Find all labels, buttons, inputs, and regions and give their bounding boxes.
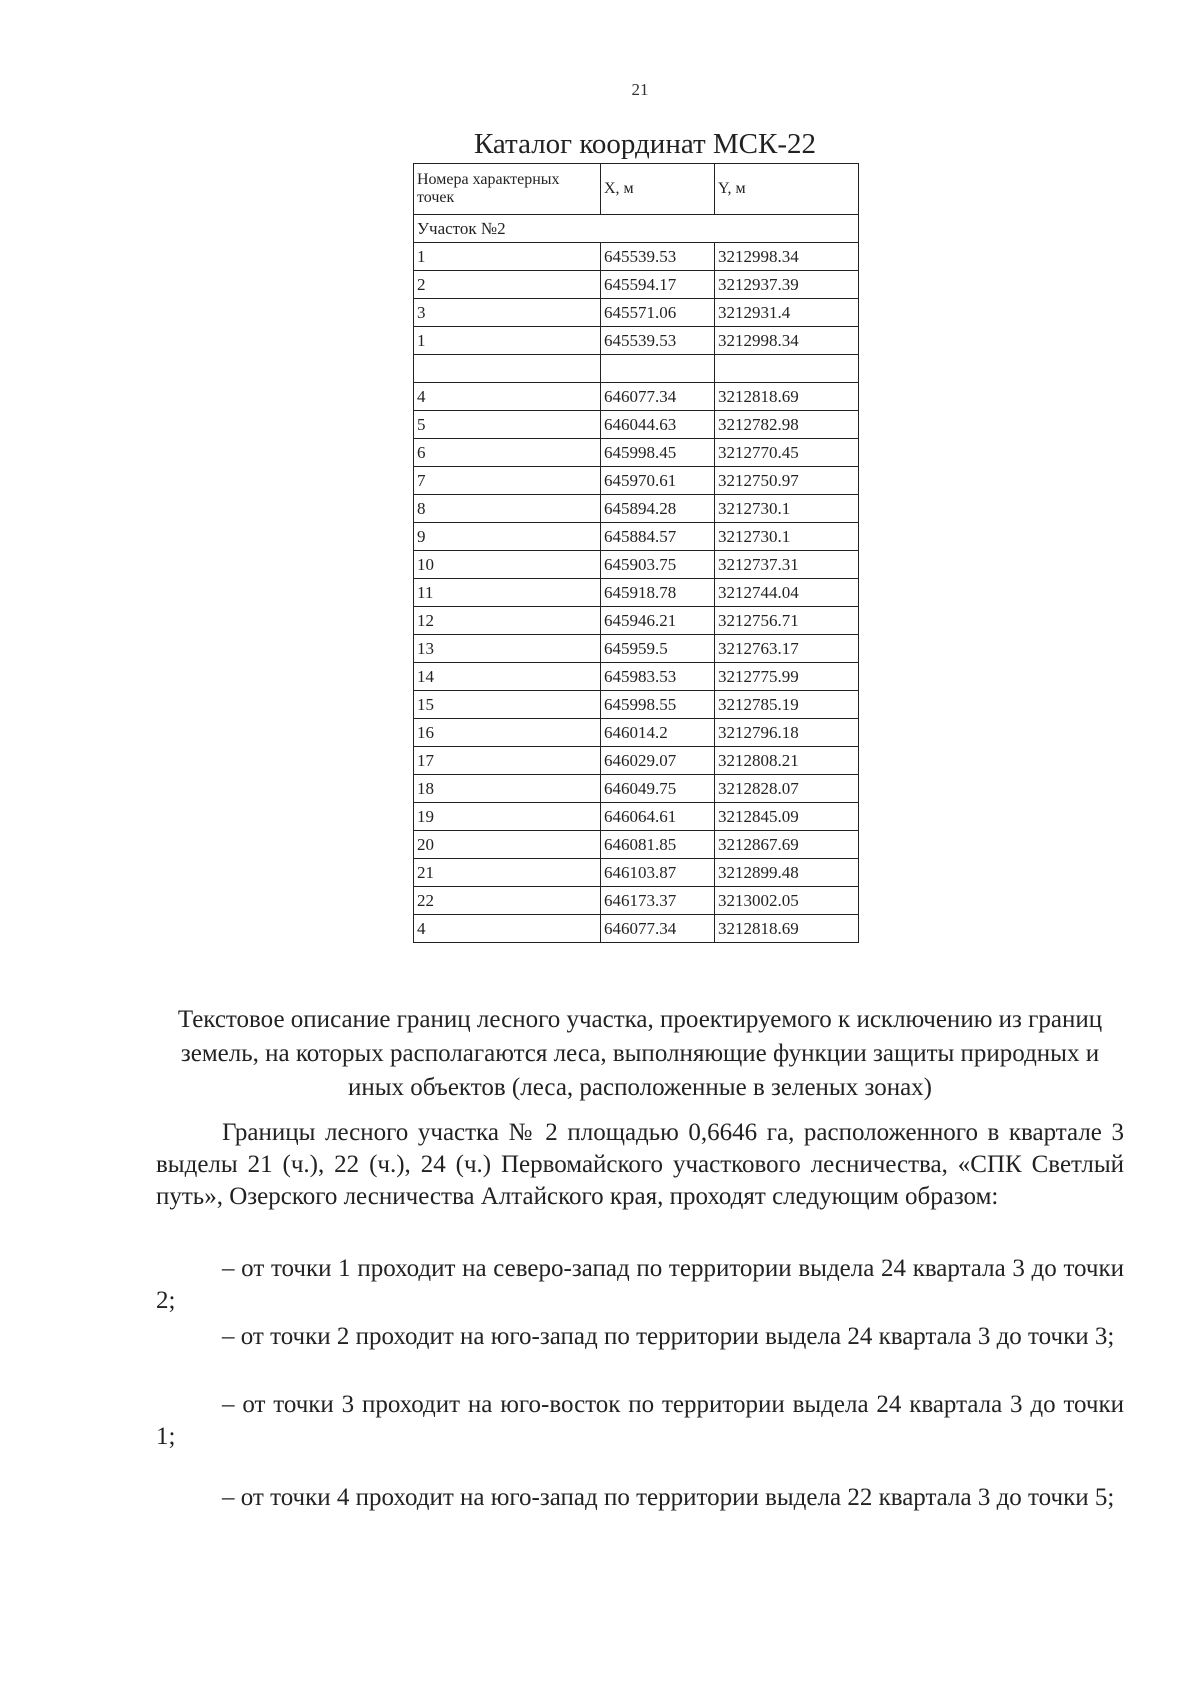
table-header-row [414,164,859,215]
y-coordinate-cell [715,355,859,383]
y-coordinate-cell: 3212998.34 [715,243,859,271]
point-number-cell: 21 [414,859,601,887]
point-number-cell: 1 [414,243,601,271]
y-coordinate-cell: 3212808.21 [715,747,859,775]
boundary-item-text: – от точки 2 проходит на юго-запад по территории выдела 24 квартала 3 до точки 3; [222,1323,1115,1350]
boundary-item [156,1389,1124,1453]
y-coordinate-cell: 3212750.97 [715,467,859,495]
coordinate-table [413,163,859,943]
table-row [414,663,859,691]
x-coordinate-cell: 645970.61 [601,467,715,495]
x-coordinate-cell: 645983.53 [601,663,715,691]
y-coordinate-cell: 3212744.04 [715,579,859,607]
boundary-item-text: – от точки 3 проходит на юго-восток по территории выдела 24 квартала 3 до точки 1; [156,1391,1124,1450]
header-point-numbers: Номера характерных точек [414,164,601,215]
x-coordinate-cell: 646173.37 [601,887,715,915]
x-coordinate-cell: 645946.21 [601,607,715,635]
x-coordinate-cell: 645571.06 [601,299,715,327]
header-x: X, м [601,164,715,215]
table-title: Каталог координат МСК-22 [473,128,817,160]
y-coordinate-cell: 3212775.99 [715,663,859,691]
point-number-cell: 4 [414,915,601,943]
x-coordinate-cell: 646103.87 [601,859,715,887]
table-row [414,747,859,775]
y-coordinate-cell: 3212796.18 [715,719,859,747]
point-number-cell: 18 [414,775,601,803]
y-coordinate-cell: 3212818.69 [715,383,859,411]
table-row [414,383,859,411]
x-coordinate-cell: 646081.85 [601,831,715,859]
y-coordinate-cell: 3212770.45 [715,439,859,467]
point-number-cell: 17 [414,747,601,775]
y-coordinate-cell: 3212845.09 [715,803,859,831]
intro-text: Границы лесного участка № 2 площадью 0,6646 га, расположенного в квартале 3 выделы 21 (ч.), 22 (ч.), 24 (ч.) Первомайского участкового лесничества, «СПК Светлый путь», Озерского лесничества Алтайского края, проходят следующим образом: [156,1119,1124,1210]
y-coordinate-cell: 3212756.71 [715,607,859,635]
table-row [414,271,859,299]
y-coordinate-cell: 3212730.1 [715,495,859,523]
table-row [414,719,859,747]
intro-paragraph [156,1117,1124,1213]
y-coordinate-cell: 3212931.4 [715,299,859,327]
table-row [414,299,859,327]
x-coordinate-cell: 645959.5 [601,635,715,663]
x-coordinate-cell: 646064.61 [601,803,715,831]
point-number-cell: 19 [414,803,601,831]
table-row [414,355,859,383]
point-number-cell: 13 [414,635,601,663]
table-row [414,523,859,551]
point-number-cell: 12 [414,607,601,635]
boundary-item [156,1253,1124,1317]
description-title: Текстовое описание границ лесного участка, проектируемого к исключению из границ земель, на которых располагаются леса, выполняющие функции защиты природных и иных объектов (леса, расположенные в зеленых зонах) [177,1006,1103,1101]
table-row [414,887,859,915]
x-coordinate-cell: 645918.78 [601,579,715,607]
point-number-cell: 9 [414,523,601,551]
x-coordinate-cell: 646029.07 [601,747,715,775]
point-number-cell: 6 [414,439,601,467]
page-number: 21 [631,80,649,99]
x-coordinate-cell: 645903.75 [601,551,715,579]
y-coordinate-cell: 3212785.19 [715,691,859,719]
section-row [414,215,859,243]
point-number-cell: 3 [414,299,601,327]
y-coordinate-cell: 3212937.39 [715,271,859,299]
x-coordinate-cell: 645539.53 [601,327,715,355]
y-coordinate-cell: 3212818.69 [715,915,859,943]
y-coordinate-cell: 3212782.98 [715,411,859,439]
boundary-item-text: – от точки 4 проходит на юго-запад по территории выдела 22 квартала 3 до точки 5; [222,1484,1115,1511]
x-coordinate-cell: 645539.53 [601,243,715,271]
point-number-cell: 22 [414,887,601,915]
table-row [414,607,859,635]
x-coordinate-cell: 646044.63 [601,411,715,439]
y-coordinate-cell: 3212899.48 [715,859,859,887]
table-row [414,243,859,271]
table-row [414,495,859,523]
table-row [414,915,859,943]
table-row [414,775,859,803]
point-number-cell: 20 [414,831,601,859]
point-number-cell: 8 [414,495,601,523]
y-coordinate-cell: 3212828.07 [715,775,859,803]
x-coordinate-cell: 646077.34 [601,383,715,411]
table-row [414,635,859,663]
y-coordinate-cell: 3212737.31 [715,551,859,579]
table-row [414,803,859,831]
table-row [414,439,859,467]
point-number-cell: 10 [414,551,601,579]
table-row [414,579,859,607]
x-coordinate-cell: 645998.55 [601,691,715,719]
table-row [414,551,859,579]
y-coordinate-cell: 3213002.05 [715,887,859,915]
point-number-cell: 15 [414,691,601,719]
y-coordinate-cell: 3212998.34 [715,327,859,355]
boundary-item-text: – от точки 1 проходит на северо-запад по территории выдела 24 квартала 3 до точки 2; [156,1255,1124,1314]
table-row [414,831,859,859]
x-coordinate-cell: 646014.2 [601,719,715,747]
y-coordinate-cell: 3212867.69 [715,831,859,859]
x-coordinate-cell: 645998.45 [601,439,715,467]
section-label: Участок №2 [414,215,859,243]
x-coordinate-cell: 645594.17 [601,271,715,299]
x-coordinate-cell: 646049.75 [601,775,715,803]
point-number-cell: 2 [414,271,601,299]
point-number-cell: 11 [414,579,601,607]
header-y: Y, м [715,164,859,215]
x-coordinate-cell [601,355,715,383]
point-number-cell: 16 [414,719,601,747]
point-number-cell [414,355,601,383]
table-row [414,467,859,495]
boundary-item [156,1482,1124,1514]
point-number-cell: 7 [414,467,601,495]
point-number-cell: 5 [414,411,601,439]
x-coordinate-cell: 645894.28 [601,495,715,523]
table-row [414,327,859,355]
boundary-item [156,1321,1124,1353]
point-number-cell: 4 [414,383,601,411]
table-row [414,411,859,439]
table-row [414,691,859,719]
y-coordinate-cell: 3212763.17 [715,635,859,663]
y-coordinate-cell: 3212730.1 [715,523,859,551]
x-coordinate-cell: 645884.57 [601,523,715,551]
point-number-cell: 14 [414,663,601,691]
point-number-cell: 1 [414,327,601,355]
table-row [414,859,859,887]
x-coordinate-cell: 646077.34 [601,915,715,943]
